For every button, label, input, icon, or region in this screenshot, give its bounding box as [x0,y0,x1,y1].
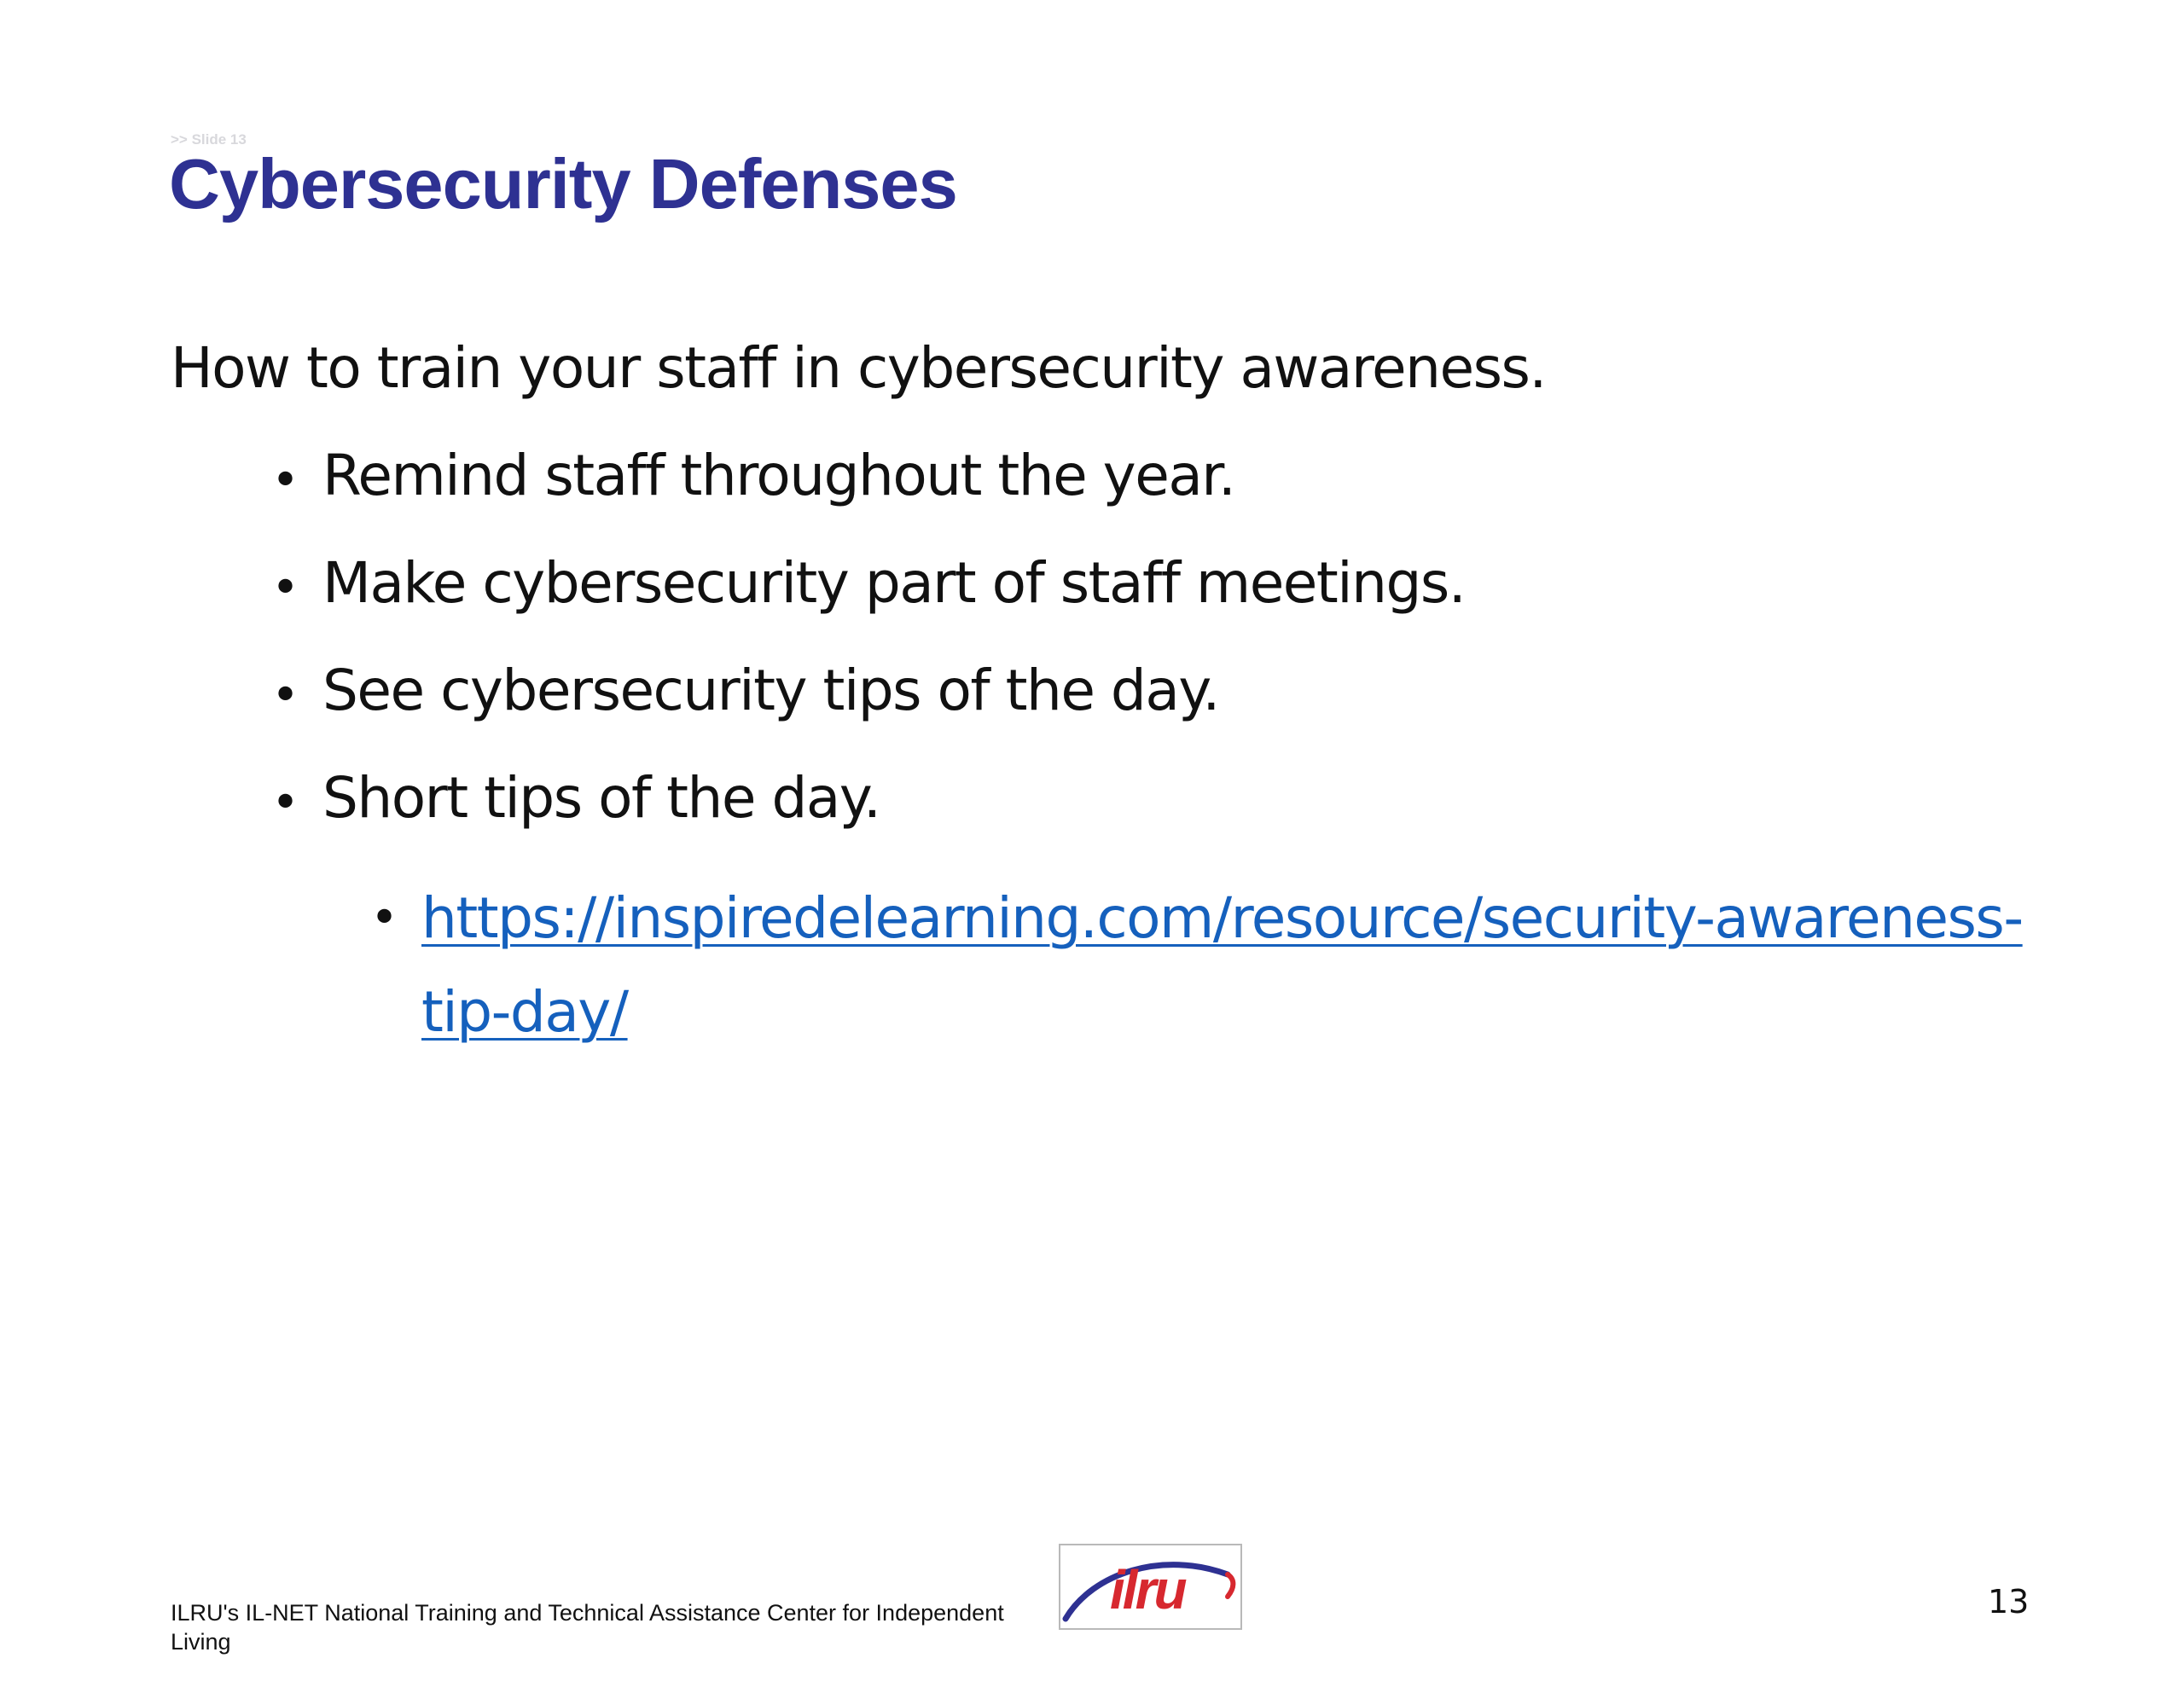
slide-marker: >> Slide 13 [171,131,247,148]
bullet-item: See cybersecurity tips of the day. [322,658,1219,723]
bullet-item: Short tips of the day. [322,765,880,831]
logo-text: ilru [1110,1559,1185,1620]
slide-title: Cybersecurity Defenses [169,144,957,223]
bullet-item: Make cybersecurity part of staff meetings. [322,550,1466,616]
bullet-item: Remind staff throughout the year. [322,443,1235,508]
security-awareness-link[interactable]: https://inspiredelearning.com/resource/security-awareness-tip-day/ [421,885,2023,1045]
bullet-dot: • [271,453,300,508]
footer-organization: ILRU's IL-NET National Training and Technical Assistance Center for Independent Living [171,1600,1004,1655]
ilru-logo [1059,1544,1242,1630]
bullet-dot: • [271,668,300,723]
bullet-dot: • [271,560,300,616]
page-number: 13 [1988,1583,2030,1620]
intro-text: How to train your staff in cybersecurity awareness. [171,335,1546,401]
sub-bullet-dot: • [370,890,399,946]
bullet-dot: • [271,775,300,831]
